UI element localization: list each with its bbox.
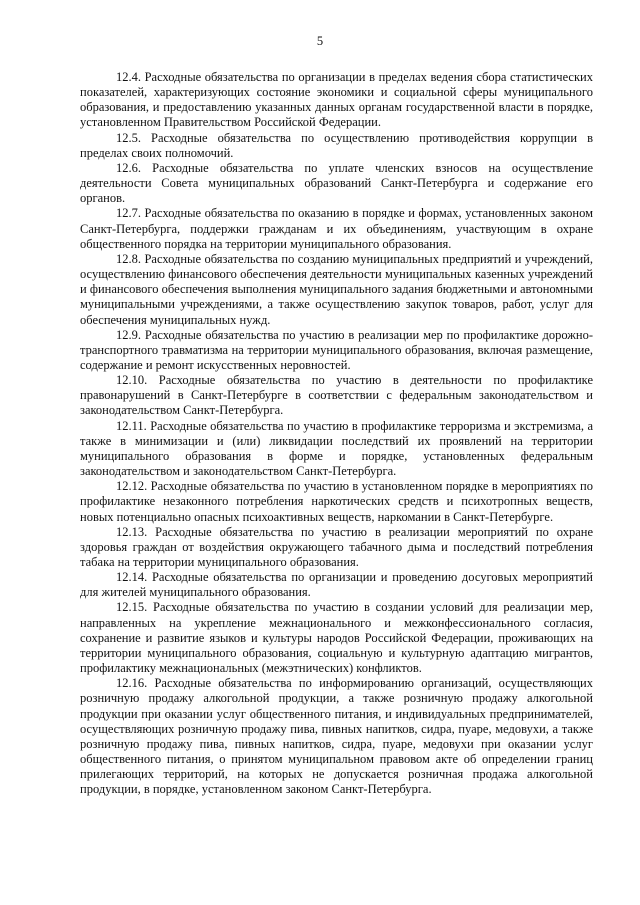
paragraph-12-7: 12.7. Расходные обязательства по оказанию в порядке и формах, установленных законом Санкт-Петербурга, поддержки гражданам и их объединениям, участвующим в охране общественного порядка на территории муниципального образования. (80, 206, 593, 251)
paragraph-12-6: 12.6. Расходные обязательства по уплате членских взносов на осуществление деятельности Совета муниципальных образований Санкт-Петербурга и содержание его органов. (80, 160, 593, 206)
paragraph-12-10: 12.10. Расходные обязательства по участию в деятельности по профилактике правонарушений в Санкт-Петербурге в соответствии с федеральным законодательством и законодательством Санкт-Петербурга. (80, 373, 593, 418)
paragraph-12-5: 12.5. Расходные обязательства по осуществлению противодействия коррупции в пределах своих полномочий. (80, 130, 593, 160)
paragraph-12-12: 12.12. Расходные обязательства по участию в установленном порядке в мероприятиях по профилактике незаконного потребления наркотических средств и психотропных веществ, новых потенциально опасных психоактивных веществ, наркомании в Санкт-Петербурге. (80, 479, 593, 524)
page-number: 5 (316, 34, 324, 48)
paragraph-12-11: 12.11. Расходные обязательства по участию в профилактике терроризма и экстремизма, а также в минимизации и (или) ликвидации последствий их проявлений на территории муниципального образования в форме и порядке, установленных федеральным законодательством и законодательством Санкт-Петербурга. (80, 418, 593, 479)
paragraph-12-13: 12.13. Расходные обязательства по участию в реализации мероприятий по охране здоровья граждан от воздействия окружающего табачного дыма и последствий потребления табака на территории муниципального образования. (80, 524, 593, 569)
document-body (80, 70, 593, 798)
paragraph-12-8: 12.8. Расходные обязательства по созданию муниципальных предприятий и учреждений, осуществлению финансового обеспечения деятельности муниципальных казенных учреждений и финансового обеспечения выполнения муниципального задания бюджетными и автономными муниципальными учреждениями, а также осуществлению закупок товаров, работ, услуг для обеспечения муниципальных нужд. (80, 251, 593, 327)
paragraph-12-14: 12.14. Расходные обязательства по организации и проведению досуговых мероприятий для жителей муниципального образования. (80, 570, 593, 600)
paragraph-12-15: 12.15. Расходные обязательства по участию в создании условий для реализации мер, направленных на укрепление межнационального и межконфессионального согласия, сохранение и развитие языков и культуры народов Российской Федерации, проживающих на территории муниципального образования, социальную и культурную адаптацию мигрантов, профилактику межнациональных (межэтнических) конфликтов. (80, 600, 593, 676)
paragraph-12-16: 12.16. Расходные обязательства по информированию организаций, осуществляющих розничную продажу алкогольной продукции, а также розничную продажу алкогольной продукции при оказании услуг общественного питания, и индивидуальных предпринимателей, осуществляющих розничную продажу пива, пивных напитков, сидра, пуаре, медовухи, а также розничную продажу пива, пивных напитков, сидра, пуаре, медовухи при оказании услуг общественного питания, о принятом муниципальном правовом акте об определении границ прилегающих территорий, на которых не допускается розничная продажа алкогольной продукции, в порядке, установленном законом Санкт-Петербурга. (80, 676, 593, 797)
paragraph-12-4: 12.4. Расходные обязательства по организации в пределах ведения сбора статистических показателей, характеризующих состояние экономики и социальной сферы муниципального образования, и предоставлению указанных данных органам государственной власти в порядке, установленном Правительством Российской Федерации. (80, 70, 593, 130)
paragraph-12-9: 12.9. Расходные обязательства по участию в реализации мер по профилактике дорожно-транспортного травматизма на территории муниципального образования, включая размещение, содержание и ремонт искусственных неровностей. (80, 327, 593, 372)
